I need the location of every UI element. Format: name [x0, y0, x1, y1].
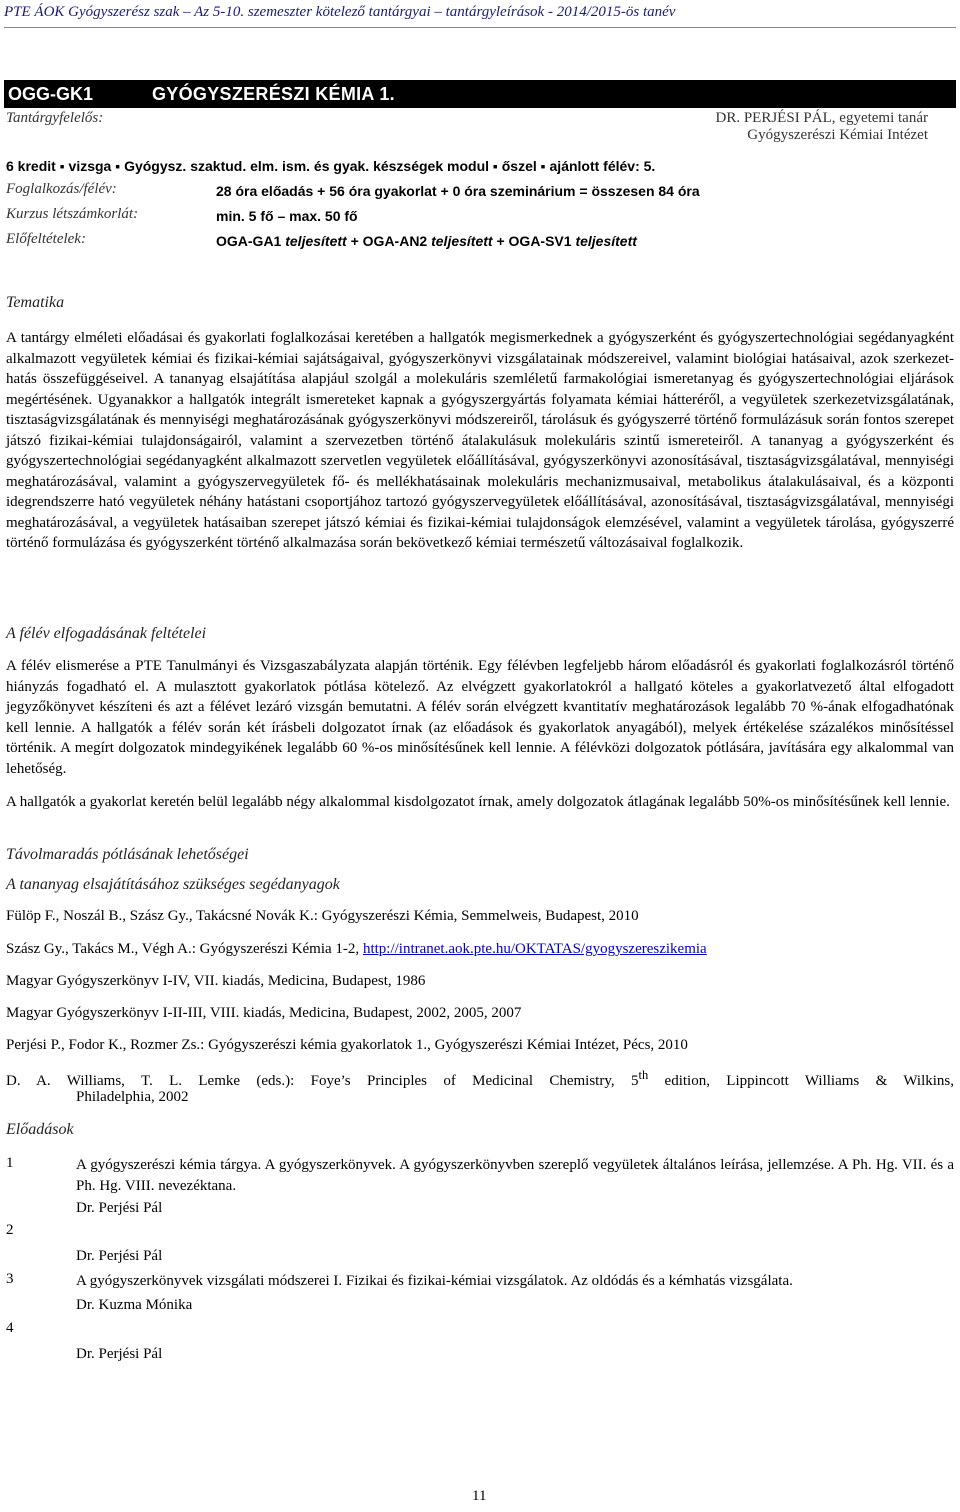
size-value: min. 5 fő – max. 50 fő [216, 208, 358, 224]
responsible-block [716, 110, 929, 144]
size-label: Kurzus létszámkorlát: [6, 206, 139, 222]
reference-2-text: Szász Gy., Takács M., Végh A.: Gyógyszerészi Kémia 1-2, [6, 941, 363, 957]
absence-heading: Távolmaradás pótlásának lehetőségei [6, 846, 249, 863]
prereq-course-3: + OGA-SV1 [492, 233, 576, 249]
lecture-lecturer: Dr. Perjési Pál [76, 1200, 163, 1216]
requirements-text: A félév elismerése a PTE Tanulmányi és Vizsgaszabályzata alapján történik. Egy félévben legfeljebb három előadásról és gyakorlati foglalkozásról történő hiányzás fogadható el. A mulasztott gyakorlatok pótlása kötelező. Az elvégzett gyakorlatokról a hallgató köteles a gyakorlatvezető által elfogadott jegyzőkönyvet készíteni és azt a félévet lezáró vizsgán bemutatni. A félév során elvégzett kvantitatív meghatározások legalább 70 %-ának elfogadhatónak kell lennie. A hallgatók a félév során két írásbeli dolgozatot írnak (az előadások és gyakorlatok anyagából), melyek értékelése százalékos minősítéssel történik. A megírt dolgozatok mindegyikének legalább 60 %-os minősítésűnek kell lennie. A félévközi dolgozatok pótlására, javítására egy alkalommal van lehetőség. [6, 658, 954, 777]
responsible-name: DR. PERJÉSI PÁL [715, 110, 832, 126]
lecture-number: 4 [6, 1320, 14, 1336]
prereq-status-2: teljesített [431, 233, 493, 249]
course-code: OGG-GK1 [8, 84, 94, 104]
course-title-bar [4, 80, 956, 108]
reference-5: Perjési P., Fodor K., Rozmer Zs.: Gyógyszerészi kémia gyakorlatok 1., Gyógyszerészi Kémiai Intézet, Pécs, 2010 [6, 1037, 688, 1053]
requirements-heading: A félév elfogadásának feltételei [6, 625, 207, 642]
prereq-course-2: + OGA-AN2 [346, 233, 432, 249]
prereq-status-1: teljesített [285, 233, 347, 249]
prereq-value [216, 233, 637, 249]
lecture-lecturer: Dr. Perjési Pál [76, 1346, 163, 1362]
course-name: GYÓGYSZERÉSZI KÉMIA 1. [152, 84, 395, 104]
lecture-number: 2 [6, 1222, 14, 1238]
tematika-heading: Tematika [6, 294, 65, 311]
reference-1: Fülöp F., Noszál B., Szász Gy., Takácsné Novák K.: Gyógyszerészi Kémia, Semmelweis, Budapest, 2010 [6, 908, 639, 924]
prereq-course-1: OGA-GA1 [216, 233, 286, 249]
lectures-heading: Előadások [6, 1121, 74, 1138]
reference-2 [6, 941, 707, 958]
reference-6-cont: Philadelphia, 2002 [76, 1089, 189, 1105]
lecture-lecturer: Dr. Kuzma Mónika [76, 1297, 193, 1313]
prereq-status-3: teljesített [575, 233, 637, 249]
responsible-label: Tantárgyfelelős: [6, 110, 104, 126]
hours-label: Foglalkozás/félév: [6, 181, 117, 197]
reference-6-sup: th [638, 1068, 649, 1082]
lecture-title: A gyógyszerkönyvek vizsgálati módszerei I. Fizikai és fizikai-kémiai vizsgálatok. Az oldódás és a kémhatás vizsgálata. [76, 1273, 793, 1289]
lecture-lecturer: Dr. Perjési Pál [76, 1248, 163, 1264]
reference-3: Magyar Gyógyszerkönyv I-IV, VII. kiadás, Medicina, Budapest, 1986 [6, 973, 426, 989]
responsible-title: , egyetemi tanár [831, 110, 928, 126]
running-header: PTE ÁOK Gyógyszerész szak – Az 5-10. szemeszter kötelező tantárgyai – tantárgyleírások - 2014/2015-ös tanév [4, 4, 956, 28]
lecture-number: 3 [6, 1271, 14, 1287]
institute-name: Gyógyszerészi Kémiai Intézet [747, 127, 928, 143]
materials-heading: A tananyag elsajátításához szükséges segédanyagok [6, 876, 340, 893]
reference-6 [6, 1068, 954, 1090]
reference-2-link[interactable]: http://intranet.aok.pte.hu/OKTATAS/gyogyszereszikemia [362, 941, 707, 957]
hours-value: 28 óra előadás + 56 óra gyakorlat + 0 óra szeminárium = összesen 84 óra [216, 183, 700, 199]
responsible-line [716, 110, 929, 127]
reference-6-part-b: edition, Lippincott Williams & Wilkins, [648, 1073, 955, 1089]
tematika-text: A tantárgy elméleti előadásai és gyakorlati foglalkozásai keretében a hallgatók megismerkednek a gyógyszerként és gyógyszertechnológiai segédanyagként alkalmazott vegyületek kémiai és fizikai-kémiai sajátságaival, gyógyszerkönyvi vizsgálatainak módszereivel, valamint biológiai hatásaival, azok szerkezet-hatás összefüggéseivel. A tananyag elsajátítása alapjául szolgál a molekuláris szemléletű farmakológiai ismeretanyag és gyógyszertechnológiai eljárások megértésének. Ugyanakkor a hallgatók integrált ismereteket kapnak a gyógyszergyártás folyamata kémiai hátteréről, a vegyületek szerkezetvizsgálatának, tisztaságvizsgálatának és mennyiségi meghatározásának gyógyszerkönyvi módszereiről, tárolásuk és gyógyszerré történő formulázásuk során fontos szerepet játszó fizikai-kémiai tulajdonságairól, valamint a szervezetben történő átalakulásuk molekuláris szintű ismereteiről. A tananyag a gyógyszerként és gyógyszertechnológiai segédanyagként alkalmazott szervetlen vegyületek előállításával, gyógyszerkönyvi azonosításával, tisztaságvizsgálatával, mennyiségi meghatározásával, valamint a gyógyszervegyületek fő- és mellékhatásainak molekuláris mechanizmusaival, metabolikus átalakulásaival, és a központi idegrendszerre ható vegyületek néhány hatástani csoportjához tartozó gyógyszervegyületek előállításával, azonosításával, tisztaságvizsgálatával, mennyiségi meghatározásával, a vegyületek hatásaiban szerepet játszó kémiai és fizikai-kémiai tulajdonságok elemzésével, valamint a vegyületek tárolása, gyógyszerré történő formulázása és gyógyszerként történő alkalmazása során bekövetkező kémiai természetű változásaival foglalkozik. [6, 330, 954, 551]
reference-4: Magyar Gyógyszerkönyv I-II-III, VIII. kiadás, Medicina, Budapest, 2002, 2005, 2007 [6, 1005, 522, 1021]
page-number: 11 [472, 1488, 487, 1504]
lecture-title: A gyógyszerészi kémia tárgya. A gyógyszerkönyvek. A gyógyszerkönyvben szereplő vegyületek általános leírása, jellemzése. A Ph. Hg. VII. és a Ph. Hg. VIII. nevezéktana. [76, 1157, 954, 1194]
credits-line: 6 kredit ▪ vizsga ▪ Gyógysz. szaktud. elm. ism. és gyak. készségek modul ▪ őszel ▪ ajánlott félév: 5. [6, 158, 656, 174]
lecture-number: 1 [6, 1155, 14, 1171]
requirements-text-2: A hallgatók a gyakorlat keretén belül legalább négy alkalommal kisdolgozatot írnak, amely dolgozatok átlagának legalább 50%-os minősítésűnek kell lennie. [6, 794, 950, 810]
reference-6-part-a: D. A. Williams, T. L. Lemke (eds.): Foye’s Principles of Medicinal Chemistry, 5 [6, 1073, 639, 1089]
prereq-label: Előfeltételek: [6, 231, 86, 247]
